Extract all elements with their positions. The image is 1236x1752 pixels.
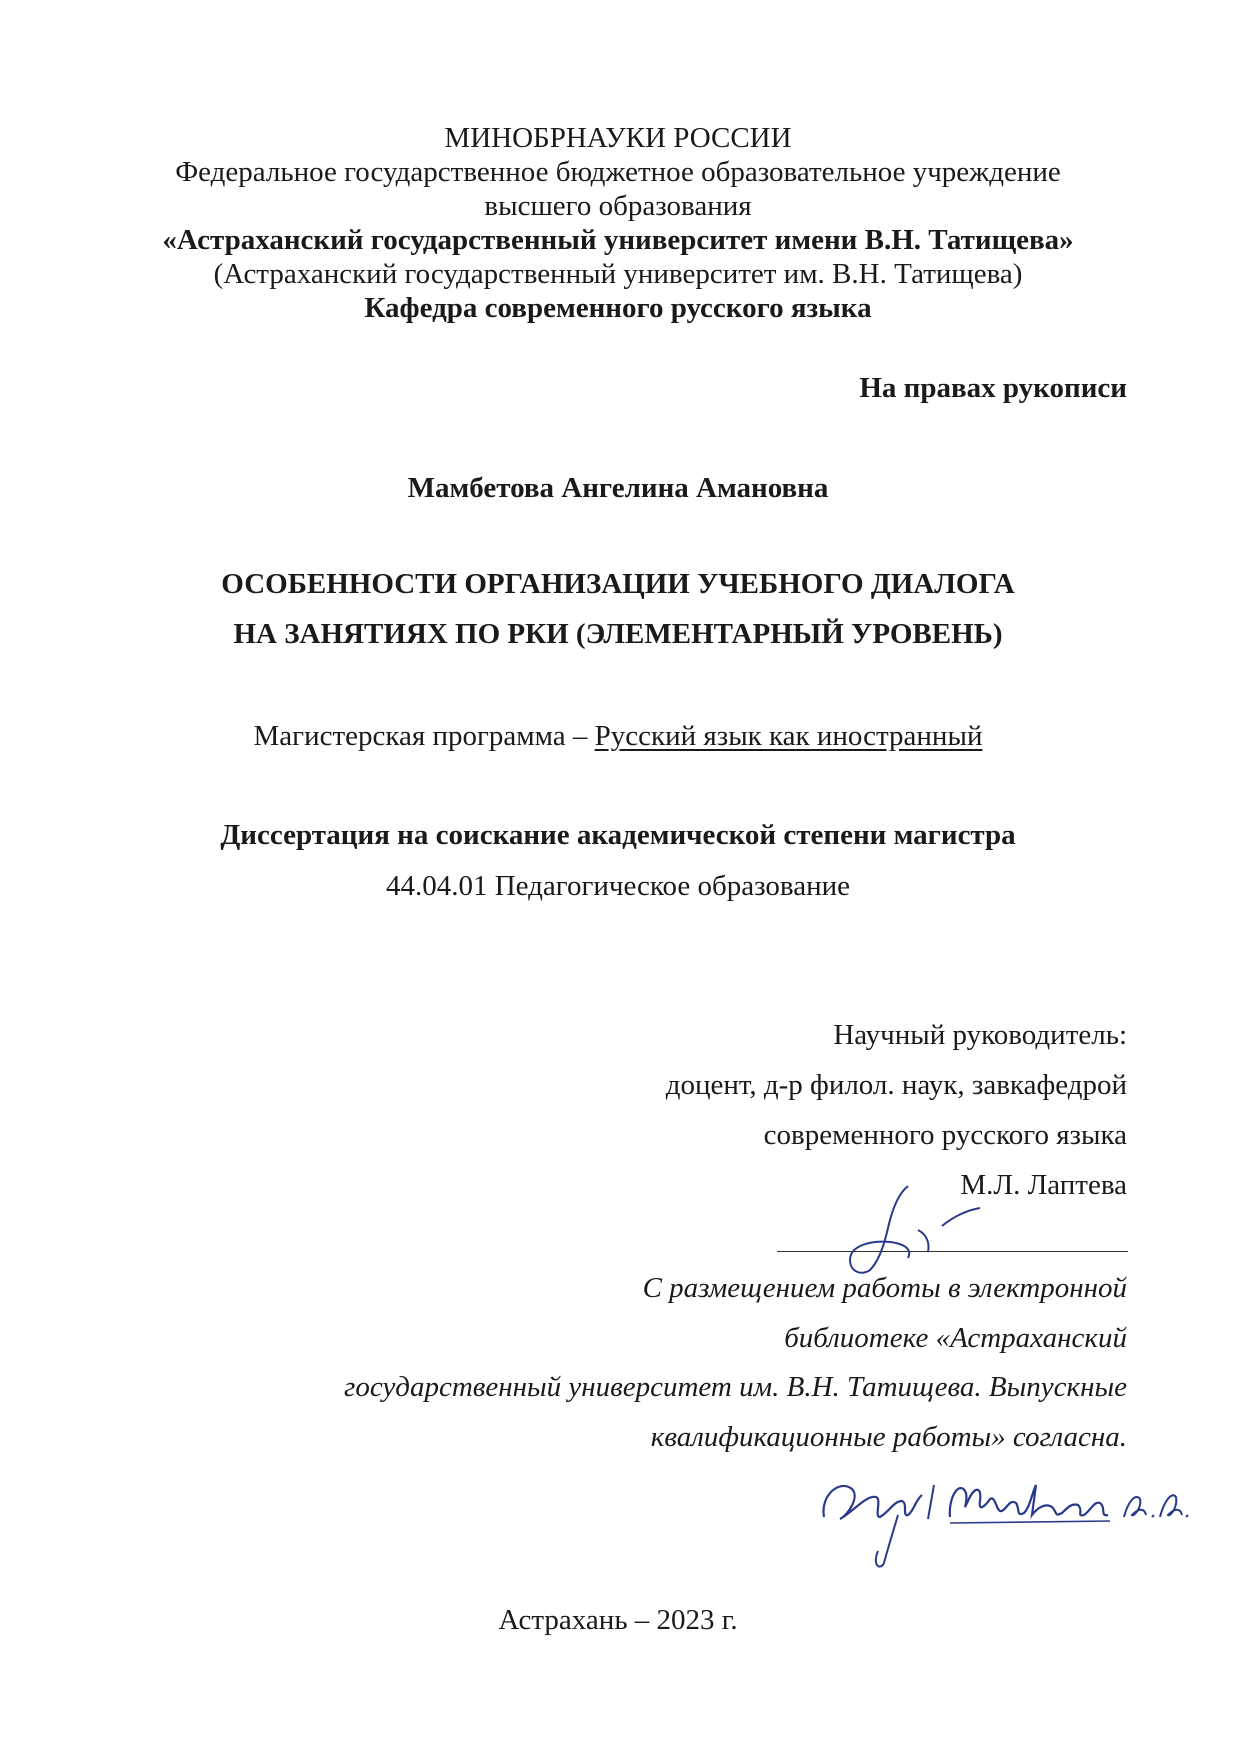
consent-line4: квалификационные работы» согласна. bbox=[650, 1421, 1127, 1453]
university-short-name: (Астраханский государственный университет им. В.Н. Татищева) bbox=[213, 258, 1023, 290]
university-full-name: «Астраханский государственный университет имени В.Н. Татищева» bbox=[162, 224, 1074, 256]
degree-line: Диссертация на соискание академической степени магистра bbox=[220, 819, 1016, 851]
manuscript-note: На правах рукописи bbox=[859, 372, 1127, 404]
author-signature bbox=[810, 1455, 1190, 1575]
program-prefix: Магистерская программа – bbox=[253, 720, 595, 752]
supervisor-name: М.Л. Лаптева bbox=[960, 1169, 1127, 1201]
institution-type: Федеральное государственное бюджетное образовательное учреждение bbox=[175, 156, 1061, 188]
thesis-title-line2: НА ЗАНЯТИЯХ ПО РКИ (ЭЛЕМЕНТАРНЫЙ УРОВЕНЬ) bbox=[233, 618, 1003, 650]
program-line bbox=[0, 719, 1236, 753]
institution-level: высшего образования bbox=[484, 190, 752, 222]
consent-line3: государственный университет им. В.Н. Татищева. Выпускные bbox=[344, 1371, 1127, 1403]
city-year: Астрахань – 2023 г. bbox=[498, 1604, 738, 1636]
ministry-name: МИНОБРНАУКИ РОССИИ bbox=[444, 122, 792, 154]
consent-line1: С размещением работы в электронной bbox=[642, 1272, 1127, 1304]
supervisor-signature bbox=[820, 1180, 1000, 1280]
specialty-line: 44.04.01 Педагогическое образование bbox=[385, 870, 851, 902]
author-name: Мамбетова Ангелина Амановна bbox=[407, 472, 829, 504]
supervisor-position2: современного русского языка bbox=[763, 1119, 1127, 1151]
supervisor-position1: доцент, д-р филол. наук, завкафедрой bbox=[665, 1069, 1127, 1101]
department-name: Кафедра современного русского языка bbox=[364, 292, 872, 324]
consent-line2: библиотеке «Астраханский bbox=[784, 1322, 1127, 1354]
supervisor-label: Научный руководитель: bbox=[833, 1019, 1127, 1051]
thesis-title-line1: ОСОБЕННОСТИ ОРГАНИЗАЦИИ УЧЕБНОГО ДИАЛОГА bbox=[221, 568, 1015, 600]
program-name: Русский язык как иностранный bbox=[594, 720, 983, 752]
